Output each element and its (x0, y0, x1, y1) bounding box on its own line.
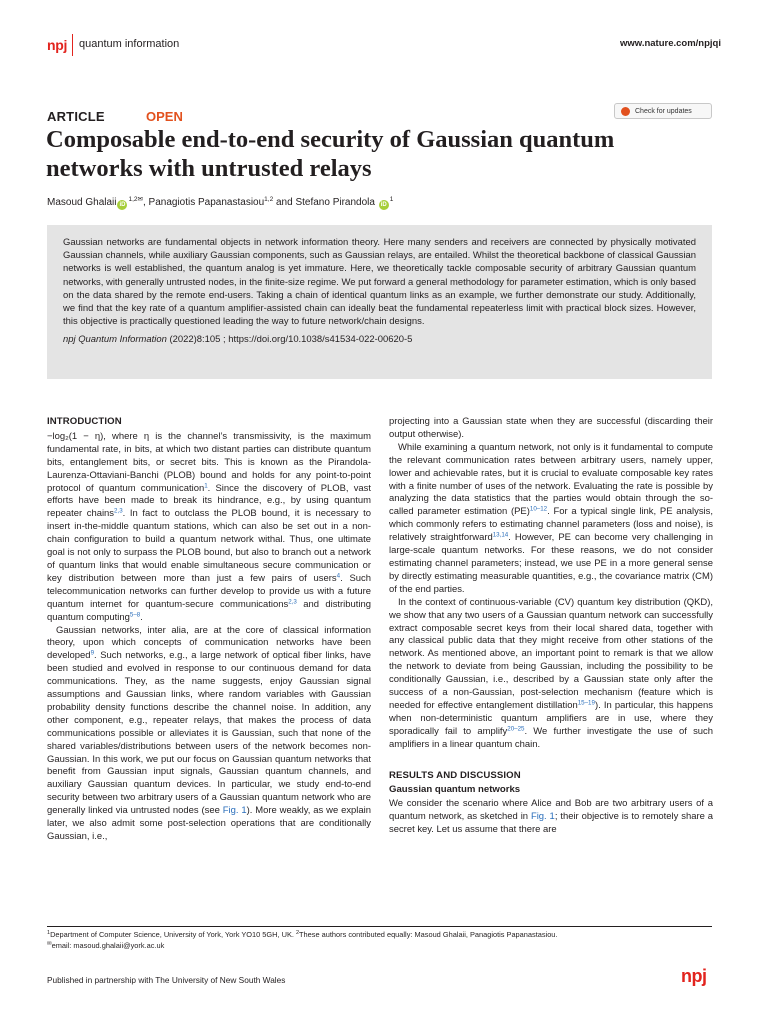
publisher-note: Published in partnership with The University of New South Wales (47, 975, 286, 985)
check-for-updates-button[interactable] (614, 103, 712, 119)
updates-icon (621, 107, 630, 116)
email-note (47, 940, 712, 951)
orcid-icon[interactable]: iD (119, 202, 126, 208)
journal-url[interactable]: www.nature.com/npjqi (620, 38, 721, 49)
orcid-icon[interactable]: iD (380, 202, 387, 208)
journal-title: npj Quantum Information (63, 334, 167, 346)
journal-name: quantum information (79, 38, 180, 50)
article-title: Composable end-to-end security of Gaussian quantum networks with untrusted relays (46, 126, 615, 182)
section-spacer (389, 752, 713, 770)
reference-link[interactable]: 5–8 (129, 611, 141, 619)
reference-link[interactable]: 4 (336, 572, 341, 580)
reference-link[interactable]: 1 (204, 482, 208, 490)
reference-link[interactable]: 2,3 (288, 598, 297, 606)
email-link[interactable]: email: masoud.ghalaii@york.ac.uk (51, 941, 165, 950)
author-name[interactable]: Masoud Ghalaii (47, 197, 117, 208)
abstract-box (47, 225, 712, 379)
figure-link[interactable]: Fig. 1 (530, 811, 555, 823)
affiliation-marker: 1,2 (264, 196, 274, 203)
author-list (47, 197, 393, 210)
npj-logo: npj (47, 37, 68, 53)
right-column (389, 416, 713, 837)
left-column (47, 416, 371, 844)
author-name: , Panagiotis Papanastasiou (142, 197, 265, 208)
paragraph: projecting into a Gaussian state when they are successful (discarding their output otherwise). (389, 416, 713, 440)
paragraph: In the context of continuous-variable (CV) quantum key distribution (QKD), we show that any two users of a Gaussian quantum network can successfully extract composable secret keys from their local shared data, together with any classical public data that they might receive from other stations of the network. As mentioned above, an important point to remark is that we allow the network to deviate from being Gaussian, including the possibility to be conditionally Gaussian, i.e., described by a Gaussian state only after the success of a non-Gaussian, post-selection mechanism (feature which is needed for effective entanglement distillation$^{15-19}$). In particular, this happens when non-deterministic quantum amplifiers are in use, where they sporadically fail to amplify$^{20-25}$. We further investigate the use of such amplifiers in a linear quantum chain. (389, 596, 714, 750)
reference-link[interactable]: 9 (90, 649, 95, 657)
section-heading: RESULTS AND DISCUSSION (389, 769, 521, 781)
paragraph: Gaussian networks, inter alia, are at the core of classical information theory, upon which concepts of communication networks have been developed$^9$. Such networks, e.g., a large network of optical fiber links, have been studied and evolved in response to our continuous demand for data communications. They, as the name suggests, enjoy Gaussian signal assumptions and Gaussian links, where random variables with Gaussian probability density functions describe the channel noise. In addition, any other component, e.g., repeater relays, that makes the process of data communications possible or alleviates it is Gaussian, such that none of the shared variables/distributions between users of the network becomes non-Gaussian. In this work, we put our focus on Gaussian quantum networks that benefit from Gaussian input signals, Gaussian quantum channels, and auxiliary Gaussian quantum devices. In particular, we study end-to-end security between two arbitrary users of a Gaussian quantum network who are generally linked via untrusted nodes (see Fig. 1). More weakly, as we explain later, we also admit some post-selection operations that are conditionally Gaussian, i.e., (47, 624, 371, 842)
article-type: ARTICLE (47, 109, 105, 124)
reference-link[interactable]: 13,14 (492, 531, 509, 539)
affiliation-note: $^1$Department of Computer Science, University of York, York YO10 5GH, UK. $^2$These authors contributed equally: Masoud Ghalaii, Panagiotis Papanastasiou. (47, 930, 558, 939)
open-access-badge: OPEN (146, 109, 183, 124)
page-header (47, 34, 721, 58)
citation-line (63, 333, 696, 346)
paragraph: −log₂(1 − η), where η is the channel’s transmissivity, is the maximum fundamental rate, in bits, at which two distant parties can distribute quantum bits, entanglement bits, or secret bits. This is known as the Pirandola-Laurenza-Ottaviani-Banchi (PLOB) bound and holds for any point-to-point protocol of quantum communication$^1$. Since the discovery of PLOB, vast efforts have been made to break its hindrance, e.g., by using quantum repeater chains$^{2,3}$. In fact to outclass the PLOB bound, it is necessary to insert in-the-middle quantum stations, which can also be set out in a non-chain configuration to build a quantum network withal. Thus, one ultimate goal is not only to surpass the PLOB bound, but also to branch out a network of quantum links that would enable simultaneous secure communication or key distribution between more than just a few pairs of users$^4$. Such telecommunication networks can further develop to provide us with a future quantum internet for quantum-secure communications$^{2,3}$ and distributing quantum computing$^{5-8}$. (47, 430, 371, 623)
section-heading: INTRODUCTION (47, 416, 122, 427)
npj-footer-logo: npj (681, 966, 707, 986)
author-name: and Stefano Pirandola (273, 197, 375, 208)
figure-link[interactable]: Fig. 1 (222, 805, 247, 817)
footnotes (47, 929, 712, 951)
paragraph: While examining a quantum network, not only is it fundamental to compute the relevant communication rates between arbitrary users, namely upper, lower and achievable rates, but it is crucial to evaluate composable key rates with a finite number of uses of the network. Evaluating the rate is possible by analyzing the data statistics that the parties would obtain through the so-called parameter estimation (PE)$^{10-12}$. For a typical single link, PE analysis, which commonly refers to estimating channel parameters (loss and noise), is relatively straightforward$^{13,14}$. However, PE can become very challenging in large-scale quantum networks. For these reasons, we do not consider estimating channel parameters; instead, we use PE in a more general sense by directly estimating measurable quantities, e.g., the covariance matrix (CM) of the end parties. (389, 441, 713, 595)
header-divider (72, 34, 73, 56)
check-for-updates-label: Check for updates (635, 107, 692, 115)
affiliation-marker: 1 (389, 196, 394, 203)
affiliation-marker: 1,2✉ (128, 196, 143, 203)
subsection-heading: Gaussian quantum networks (389, 784, 521, 796)
reference-link[interactable]: 15–19 (577, 699, 595, 707)
email-icon: ✉ (47, 941, 52, 947)
doi-link[interactable]: (2022)8:105 ; https://doi.org/10.1038/s41534-022-00620-5 (166, 334, 413, 346)
reference-link[interactable]: 2,3 (114, 507, 123, 515)
reference-link[interactable]: 10–12 (529, 505, 548, 513)
footnote-divider (47, 926, 712, 927)
abstract-text: Gaussian networks are fundamental objects in network information theory. Here many senders and receivers are connected by physically motivated Gaussian channels, while auxiliary Gaussian components, such as Gaussian relays, are entailed. Whilst the theoretical backbone of classical Gaussian networks is well established, the quantum analog is yet immature. Here, we theoretically tackle composable security of arbitrary Gaussian quantum networks, with generally untrusted nodes, in the finite-size regime. We put forward a general methodology for parameter estimation, which is only based on the data shared by the remote end-users. Taking a chain of identical quantum links as an example, we further demonstrate our study. Additionally, we find that the key rate of a quantum amplifier-assisted chain can ideally beat the fundamental repeaterless limit with practical block sizes. However, this objective is practically questioned leading the way to future network/chain designs. (63, 237, 696, 328)
paragraph: We consider the scenario where Alice and Bob are two arbitrary users of a quantum network, as sketched in Fig. 1; their objective is to remotely share a secret key. Let us assume that there are (389, 798, 713, 836)
reference-link[interactable]: 20–25 (507, 725, 525, 733)
